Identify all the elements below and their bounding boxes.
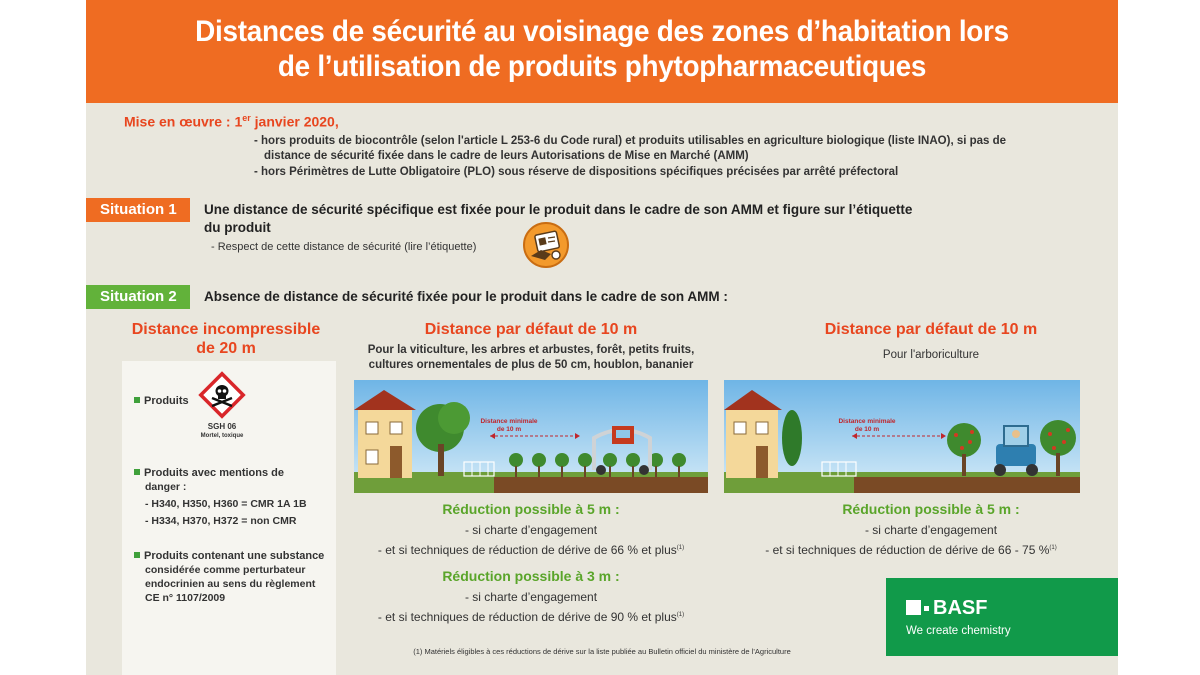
column-2-sub-line-2: cultures ornementales de plus de 50 cm, houblon, bananier — [368, 359, 694, 371]
mise-label-prefix: Mise en œuvre : 1 — [124, 113, 243, 130]
column-2-reduction-3m-cond-1: - si charte d’engagement — [464, 590, 598, 604]
column-1-title-line-1: Distance incompressible — [131, 321, 321, 338]
column-2-reduction-3m-title: Réduction possible à 3 m : — [442, 568, 620, 584]
situation-2-badge: Situation 2 — [86, 285, 190, 309]
endo-line-4: CE n° 1107/2009 — [145, 592, 226, 604]
situation-1-text-1: Une distance de sécurité spécifique est fixée pour le produit dans le cadre de son AMM et figure sur l’étiquette — [204, 202, 913, 217]
column-2-reduction-5m-cond-2 — [336, 540, 726, 558]
column-3-subtitle: Pour l'arboriculture — [882, 349, 980, 361]
column-2-reduction-3m-cond-2 — [336, 607, 726, 625]
scene-1-distance-line-2: de 10 m — [496, 426, 522, 433]
endo-line-2: considérée comme perturbateur — [145, 564, 306, 576]
column-3-title: Distance par défaut de 10 m — [824, 321, 1038, 338]
footnote: (1) Matériels éligibles à ces réductions de dérive sur la liste publiée au Bulletin officiel du ministère de l’Agriculture — [413, 647, 791, 656]
basf-name: BASF — [933, 597, 988, 619]
bullet-square-icon — [134, 552, 140, 558]
page-title — [122, 14, 1082, 84]
column-3-reduction-5m-cond-2-text: - et si techniques de réduction de dérive de 66 - 75 % — [765, 543, 1050, 557]
bullet-produits — [134, 394, 189, 408]
vineyard-scene-illustration — [354, 380, 708, 493]
orchard-scene-illustration — [724, 380, 1080, 493]
column-1-title-line-2: de 20 m — [196, 340, 256, 357]
hazard-code: SGH 06 — [207, 422, 237, 431]
column-2-sub-line-1: Pour la viticulture, les arbres et arbustes, forêt, petits fruits, — [367, 344, 695, 356]
poster — [86, 0, 1118, 675]
title-line-2: de l’utilisation de produits phytopharmaceutiques — [277, 50, 927, 83]
situation-1-badge: Situation 1 — [86, 198, 190, 222]
situation-2-text: Absence de distance de sécurité fixée pour le produit dans le cadre de son AMM : — [204, 289, 728, 304]
bullet-danger-1 — [134, 466, 284, 480]
basf-square-icon — [906, 600, 921, 615]
scene-2-distance-label — [812, 418, 922, 434]
mise-item-1: - hors produits de biocontrôle (selon l'article L 253-6 du Code rural) et produits utilisables en agriculture biologique (liste INAO), si pas de — [254, 135, 1007, 147]
endo-line-1: Produits contenant une substance — [144, 550, 325, 562]
product-label-icon — [523, 222, 569, 268]
mise-label-sup: er — [242, 113, 251, 123]
endo-line-3: endocrinien au sens du règlement — [145, 578, 316, 590]
header-banner — [86, 0, 1118, 103]
scene-2-distance-line-2: de 10 m — [854, 426, 880, 433]
bullet-square-icon — [134, 469, 140, 475]
column-2-subtitle — [336, 343, 726, 373]
column-3-reduction-5m-cond-2 — [706, 540, 1116, 558]
mise-en-oeuvre-label — [124, 113, 339, 130]
column-1-title — [116, 320, 336, 358]
column-2-reduction-3m-cond-2-text: - et si techniques de réduction de dérive de 90 % et plus — [377, 610, 677, 624]
scene-2-distance-line-1: Distance minimale — [838, 418, 896, 425]
mise-item-2: - hors Périmètres de Lutte Obligatoire (PLO) sous réserve de dispositions spécifiques précisées par arrêté préfectoral — [254, 166, 899, 178]
column-2-reduction-5m-title: Réduction possible à 5 m : — [442, 501, 620, 517]
danger-sub-2: - H334, H370, H372 = non CMR — [145, 515, 297, 527]
basf-tagline: We create chemistry — [906, 625, 1011, 637]
produits-label: Produits — [144, 395, 189, 407]
danger-line-1: Produits avec mentions de — [144, 467, 284, 479]
hazard-text: Mortel, toxique — [200, 433, 244, 439]
column-2-reduction-5m-cond-1: - si charte d’engagement — [464, 523, 598, 537]
mise-label-suffix: janvier 2020, — [250, 113, 339, 130]
footnote-ref: (1) — [676, 545, 685, 551]
bullet-square-icon — [134, 397, 140, 403]
danger-line-2: danger : — [145, 481, 187, 493]
column-3-reduction-5m-cond-1: - si charte d’engagement — [864, 523, 998, 537]
bullet-endocrine — [134, 549, 324, 563]
footnote-ref: (1) — [1049, 545, 1057, 551]
basf-logo-block — [886, 578, 1118, 656]
mise-item-1-cont: distance de sécurité fixée dans le cadre de leurs Autorisations de Mise en Marché (AMM) — [264, 150, 749, 162]
situation-1-text-2: du produit — [204, 220, 271, 235]
skull-crossbones-hazard-icon — [197, 370, 247, 420]
footnote-ref: (1) — [676, 612, 685, 618]
title-line-1: Distances de sécurité au voisinage des zones d’habitation lors — [195, 15, 1009, 48]
column-2-reduction-5m-cond-2-text: - et si techniques de réduction de dérive de 66 % et plus — [377, 543, 677, 557]
basf-dot-icon — [924, 606, 929, 611]
basf-logo — [906, 597, 987, 620]
danger-sub-1: - H340, H350, H360 = CMR 1A 1B — [145, 498, 307, 510]
scene-1-distance-line-1: Distance minimale — [480, 418, 538, 425]
situation-1-note: - Respect de cette distance de sécurité (lire l’étiquette) — [211, 241, 477, 253]
column-2-title: Distance par défaut de 10 m — [424, 321, 638, 338]
scene-1-distance-label — [454, 418, 564, 434]
column-3-reduction-5m-title: Réduction possible à 5 m : — [842, 501, 1020, 517]
